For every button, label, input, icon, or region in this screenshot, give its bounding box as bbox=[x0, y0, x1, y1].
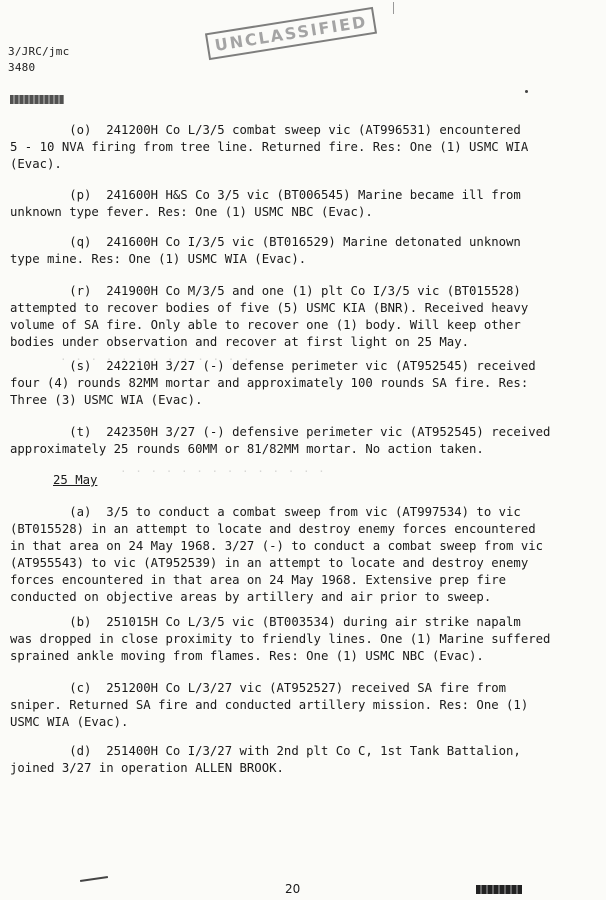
file-reference: 3/JRC/jmc bbox=[8, 45, 70, 58]
stray-mark bbox=[393, 2, 394, 14]
date-heading: 25 May bbox=[53, 473, 98, 487]
paragraph-s: (s) 242210H 3/27 (-) defense perimeter vic (AT952545) received four (4) rounds 82MM mortar and approximately 100 rounds SA fire. Res: Three (3) USMC WIA (Evac). bbox=[10, 359, 536, 407]
stray-mark bbox=[525, 90, 528, 93]
stray-mark bbox=[80, 876, 108, 882]
document-number: 3480 bbox=[8, 61, 36, 74]
bleed-through-text: . . . . . . . . . . . . . bbox=[60, 350, 251, 363]
bleed-through-text: . . . . . . . . . . . . . . bbox=[120, 462, 326, 475]
paragraph-t: (t) 242350H 3/27 (-) defensive perimeter vic (AT952545) received approximately 25 rounds 60MM or 81/82MM mortar. No action taken. bbox=[10, 425, 551, 456]
paragraph-o: (o) 241200H Co L/3/5 combat sweep vic (AT996531) encountered 5 - 10 NVA firing from tree line. Returned fire. Res: One (1) USMC WIA (Evac). bbox=[10, 123, 529, 171]
paragraph-b: (b) 251015H Co L/3/5 vic (BT003534) during air strike napalm was dropped in close proximity to friendly lines. One (1) Marine suffered sprained ankle moving from flames. Res: One (1) USMC NBC (Evac). bbox=[10, 615, 551, 663]
paragraph-p: (p) 241600H H&S Co 3/5 vic (BT006545) Marine became ill from unknown type fever. Res: One (1) USMC NBC (Evac). bbox=[10, 188, 521, 219]
paragraph-d: (d) 251400H Co I/3/27 with 2nd plt Co C, 1st Tank Battalion, joined 3/27 in operation ALLEN BROOK. bbox=[10, 744, 521, 775]
classification-footer-mark bbox=[476, 885, 522, 894]
paragraph-r: (r) 241900H Co M/3/5 and one (1) plt Co I/3/5 vic (BT015528) attempted to recover bodies of five (5) USMC KIA (BNR). Received heavy volume of SA fire. Only able to recover one (1) body. Will keep other bodies under observation and recover at first light on 25 May. bbox=[10, 284, 529, 349]
paragraph-c: (c) 251200H Co L/3/27 vic (AT952527) received SA fire from sniper. Returned SA fire and conducted artillery mission. Res: One (1) USMC WIA (Evac). bbox=[10, 681, 529, 729]
paragraph-q: (q) 241600H Co I/3/5 vic (BT016529) Marine detonated unknown type mine. Res: One (1) USMC WIA (Evac). bbox=[10, 235, 521, 266]
redaction-mark bbox=[10, 95, 64, 104]
classification-stamp: UNCLASSIFIED bbox=[205, 7, 377, 60]
paragraph-a: (a) 3/5 to conduct a combat sweep from vic (AT997534) to vic (BT015528) in an attempt to locate and destroy enemy forces encountered in that area on 24 May 1968. 3/27 (-) to conduct a combat sweep from vic (AT955543) to vic (AT952539) in an attempt to locate and destroy enemy forces encountered in that area on 24 May 1968. Extensive prep fire conducted on objective areas by artillery and air prior to sweep. bbox=[10, 505, 544, 604]
page-number: 20 bbox=[285, 882, 301, 896]
